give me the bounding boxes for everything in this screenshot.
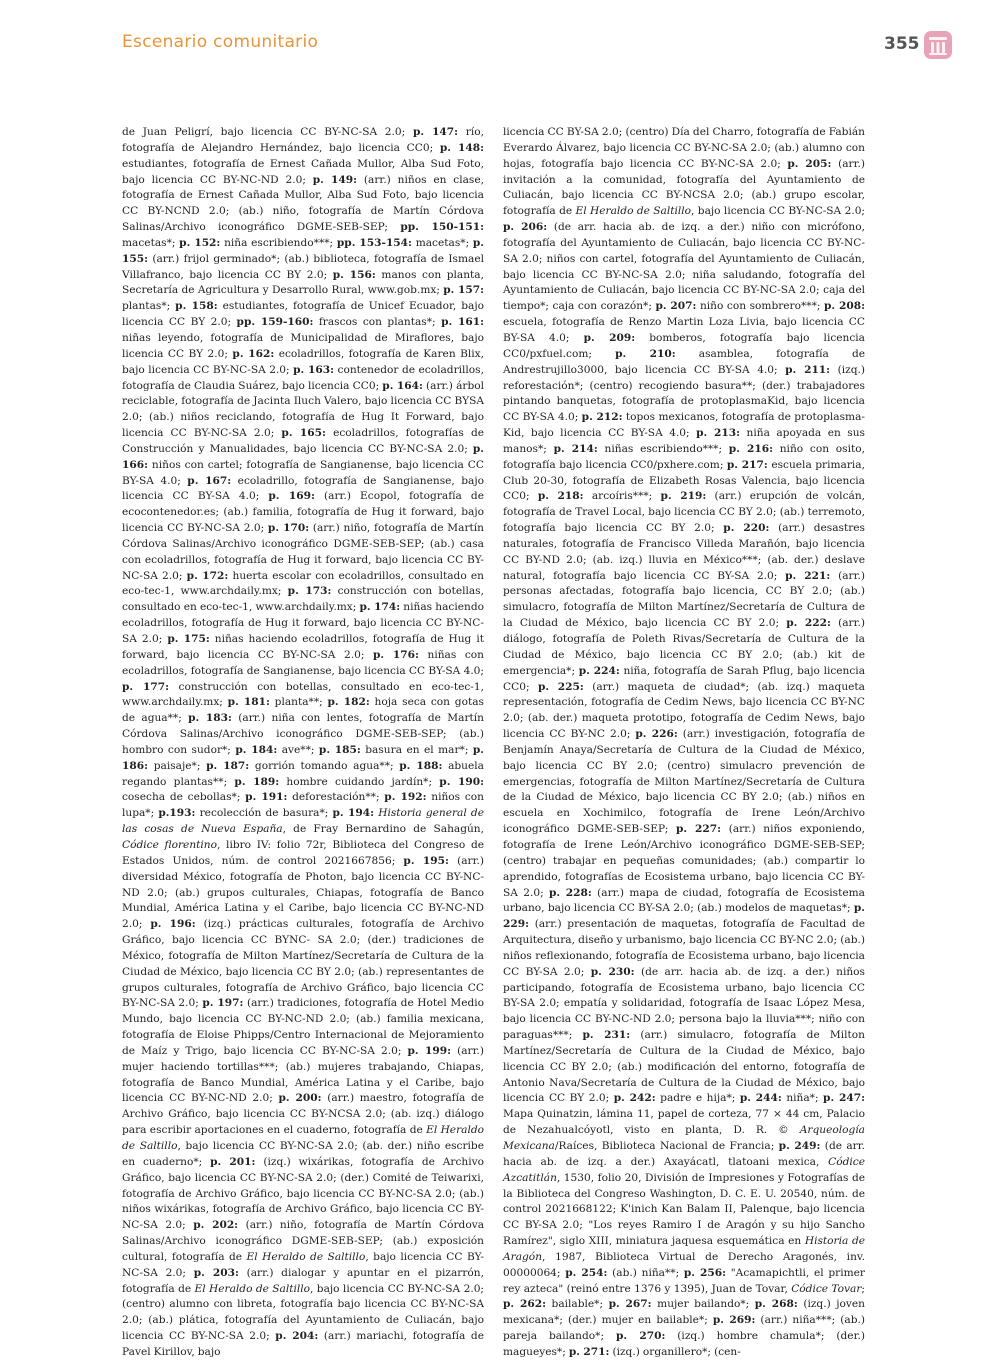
pink-glyph-icon [924, 31, 952, 59]
page-header [0, 0, 986, 70]
page-number: 355 [884, 34, 920, 54]
section-title: Escenario comunitario [122, 32, 319, 52]
credits-column-left: de Juan Peligrí, bajo licencia CC BY-NC-SA 2.0; p. 147: río, fotografía de Alejandro Hernández, bajo licencia CC0; p. 148: estudiantes, fotografía de Ernest Cañada Mullor, Alba Sud Foto, bajo licencia CC BY-NC-ND 2.0; p. 149: (arr.) niños en clase, fotografía de Ernest Cañada Mullor, Alba Sud Foto, bajo licencia CC BY-NCND 2.0; (ab.) niño, fotografía de Martín Córdova Salinas/Archivo iconográfico DGME-SEB-SEP; pp. 150-151: macetas*; p. 152: niña escribiendo***; pp. 153-154: macetas*; p. 155: (arr.) frijol germinado*; (ab.) biblioteca, fotografía de Ismael Villafranco, bajo licencia CC BY 2.0; p. 156: manos con planta, Secretaría de Agricultura y Desarrollo Rural, www.gob.mx; p. 157: plantas*; p. 158: estudiantes, fotografía de Unicef Ecuador, bajo licencia CC BY 2.0; pp. 159-160: frascos con plantas*; p. 161: niñas leyendo, fotografía de Municipalidad de Miraflores, bajo licencia CC BY 2.0; p. 162: ecoladrillos, fotografía de Karen Blix, bajo licencia CC BY-NC-SA 2.0; p. 163: contenedor de ecoladrillos, fotografía de Claudia Suárez, bajo licencia CC0; p. 164: (arr.) árbol reciclable, fotografía de Jacinta Iluch Valero, bajo licencia CC BYSA 2.0; (ab.) niños reciclando, fotografía de Hug It Forward, bajo licencia CC BY-NC-SA 2.0; p. 165: ecoladrillos, fotografías de Construcción y Manualidades, bajo licencia CC BY-NC-SA 2.0; p. 166: niños con cartel; fotografía de Sangianense, bajo licencia CC BY-SA 4.0; p. 167: ecoladrillo, fotografía de Sangianense, bajo licencia CC BY-SA 4.0; p. 169: (arr.) Ecopol, fotografía de ecocontenedor.es; (ab.) familia, fotografía de Hug it forward, bajo licencia CC BY-NC-SA 2.0; p. 170: (arr.) niño, fotografía de Martín Córdova Salinas/Archivo iconográfico DGME-SEB-SEP; (ab.) casa con ecoladrillos, fotografía de Hug it forward, bajo licencia CC BY-NC-SA 2.0; p. 172: huerta escolar con ecoladrillos, consultado en eco-tec-1, www.archdaily.mx; p. 173: construcción con botellas, consultado en eco-tec-1, www.archdaily.mx; p. 174: niñas haciendo ecoladrillos, fotografía de Hug it forward, bajo licencia CC BY-NC-SA 2.0; p. 175: niñas haciendo ecoladrillos, fotografía de Hug it forward, bajo licencia CC BY-NC-SA 2.0; p. 176: niñas con ecoladrillos, fotografía de Sangianense, bajo licencia CC BY-SA 4.0; p. 177: construcción con botellas, consultado en eco-tec-1, www.archdaily.mx; p. 181: planta**; p. 182: hoja seca con gotas de agua**; p. 183: (arr.) niña con lentes, fotografía de Martín Córdova Salinas/Archivo iconográfico DGME-SEB-SEP; (ab.) hombro con sudor*; p. 184: ave**; p. 185: basura en el mar*; p. 186: paisaje*; p. 187: gorrión tomando agua**; p. 188: abuela regando plantas**; p. 189: hombre cuidando jardín*; p. 190: cosecha de cebollas*; p. 191: deforestación**; p. 192: niños con lupa*; p.193: recolección de basura*; p. 194: Historia general de las cosas de Nueva España, de Fray Bernardino de Sahagún, Códice florentino, libro IV: folio 72r, Biblioteca del Congreso de Estados Unidos, núm. de control 2021667856; p. 195: (arr.) diversidad México, fotografía de Photon, bajo licencia CC BY-NC-ND 2.0; (ab.) grupos culturales, Chiapas, fotografía de Banco Mundial, América Latina y el Caribe, bajo licencia CC BY-NC-ND 2.0; p. 196: (izq.) prácticas culturales, fotografía de Archivo Gráfico, bajo licencia CC BYNC- SA 2.0; (der.) tradiciones de México, fotografía de Milton Martínez/Secretaría de Cultura de la Ciudad de México, bajo licencia CC BY 2.0; (ab.) representantes de grupos culturales, fotografía de Archivo Gráfico, bajo licencia CC BY-NC-SA 2.0; p. 197: (arr.) tradiciones, fotografía de Hotel Medio Mundo, bajo licencia CC BY-NC-ND 2.0; (ab.) familia mexicana, fotografía de Eloise Phipps/Centro Internacional de Mejoramiento de Maíz y Trigo, bajo licencia CC BY-NC-SA 2.0; p. 199: (arr.) mujer haciendo tortillas***; (ab.) mujeres trabajando, Chiapas, fotografía de Banco Mundial, América Latina y el Caribe, bajo licencia CC BY-NC-ND 2.0; p. 200: (arr.) maestro, fotografía de Archivo Gráfico, bajo licencia CC BY-NCSA 2.0; (ab. izq.) diálogo para escribir aportaciones en el cuaderno, fotografía de El Heraldo de Saltillo, bajo licencia CC BY-NC-SA 2.0; (ab. der.) niño escribe en cuaderno*; p. 201: (izq.) wixárikas, fotografía de Archivo Gráfico, bajo licencia CC BY-NC-SA 2.0; (der.) Comité de Teiwarixi, fotografía de Archivo Gráfico, bajo licencia CC BY-NC-SA 2.0; (ab.) niños wixárikas, fotografía de Archivo Gráfico, bajo licencia CC BY-NC-SA 2.0; p. 202: (arr.) niño, fotografía de Martín Córdova Salinas/Archivo iconográfico DGME-SEB-SEP; (ab.) exposición cultural, fotografía de El Heraldo de Saltillo, bajo licencia CC BY-NC-SA 2.0; p. 203: (arr.) dialogar y apuntar en el pizarrón, fotografía de El Heraldo de Saltillo, bajo licencia CC BY-NC-SA 2.0; (centro) alumno con libreta, fotografía bajo licencia CC BY-NC-SA 2.0; (ab.) plática, fotografía del Ayuntamiento de Culiacán, bajo licencia CC BY-NC-SA 2.0; p. 204: (arr.) mariachi, fotografía de Pavel Kirillov, bajo [122, 126, 485, 1358]
credits-column-right: licencia CC BY-SA 2.0; (centro) Día del Charro, fotografía de Fabián Everardo Álvarez, bajo licencia CC BY-NC-SA 2.0; (ab.) alumno con hojas, fotografía bajo licencia CC BY-NC-SA 2.0; p. 205: (arr.) invitación a la comunidad, fotografía del Ayuntamiento de Culiacán, bajo licencia CC BY-NCSA 2.0; (ab.) grupo escolar, fotografía de El Heraldo de Saltillo, bajo licencia CC BY-NC-SA 2.0; p. 206: (de arr. hacia ab. de izq. a der.) niño con micrófono, fotografía del Ayuntamiento de Culiacán, bajo licencia CC BY-NC-SA 2.0; niños con cartel, fotografía del Ayuntamiento de Culiacán, bajo licencia CC BY-NC-SA 2.0; niña saludando, fotografía del Ayuntamiento de Culiacán, bajo licencia CC BY-NC-SA 2.0; caja del tiempo*; caja con corazón*; p. 207: niño con sombrero***; p. 208: escuela, fotografía de Renzo Martin Loza Livia, bajo licencia CC BY-SA 4.0; p. 209: bomberos, fotografía bajo licencia CC0/pxfuel.com; p. 210: asamblea, fotografía de Andrestrujillo3000, bajo licencia CC BY-SA 4.0; p. 211: (izq.) reforestación*; (centro) recogiendo basura**; (der.) trabajadores pintando banquetas, fotografía de protoplasmaKid, bajo licencia CC BY-SA 4.0; p. 212: topos mexicanos, fotografía de protoplasma- Kid, bajo licencia CC BY-SA 4.0; p. 213: niña apoyada en sus manos*; p. 214: niñas escribiendo***; p. 216: niño con osito, fotografía bajo licencia CC0/pxhere.com; p. 217: escuela primaria, Club 20-30, fotografía de Elizabeth Rosas Valencia, bajo licencia CC0; p. 218: arcoíris***; p. 219: (arr.) erupción de volcán, fotografía de Travel Local, bajo licencia CC BY 2.0; (ab.) terremoto, fotografía bajo licencia CC BY 2.0; p. 220: (arr.) desastres naturales, fotografía de Francisco Villeda Marañón, bajo licencia CC BY-ND 2.0; (ab. izq.) lluvia en México***; (ab. der.) deslave natural, fotografía bajo licencia CC BY-SA 2.0; p. 221: (arr.) personas afectadas, fotografía bajo licencia, CC BY 2.0; (ab.) simulacro, fotografía de Milton Martínez/Secretaría de Cultura de la Ciudad de México, bajo licencia CC BY 2.0; p. 222: (arr.) diálogo, fotografía de Poleth Rivas/Secretaría de Cultura de la Ciudad de México, bajo licencia CC BY 2.0; (ab.) kit de emergencia*; p. 224: niña, fotografía de Sarah Pflug, bajo licencia CC0; p. 225: (arr.) maqueta de ciudad*; (ab. izq.) maqueta representación, fotografía de Cedim News, bajo licencia CC BY-NC 2.0; (ab. der.) maqueta prototipo, fotografía de Cedim News, bajo licencia CC BY-NC 2.0; p. 226: (arr.) investigación, fotografía de Benjamín Anaya/Secretaría de Cultura de la Ciudad de México, bajo licencia CC BY 2.0; (centro) simulacro prevención de emergencias, fotografía de Milton Martínez/Secretaría de Cultura de la Ciudad de México, bajo licencia CC BY 2.0; (ab.) niños en escuela en Xochimilco, fotografía de Irene León/Archivo iconográfico DGME-SEB-SEP; p. 227: (arr.) niños exponiendo, fotografía de Irene León/Archivo iconográfico DGME-SEB-SEP; (centro) trabajar en pequeñas comunidades; (ab.) compartir lo aprendido, fotografías de Ecosistema urbano, bajo licencia CC BY-SA 2.0; p. 228: (arr.) mapa de ciudad, fotografía de Ecosistema urbano, bajo licencia CC BY-SA 2.0; (ab.) modelos de maquetas*; p. 229: (arr.) presentación de maquetas, fotografía de Facultad de Arquitectura, diseño y urbanismo, bajo licencia CC BY-NC 2.0; (ab.) niños reflexionando, fotografía de Ecosistema urbano, bajo licencia CC BY-SA 2.0; p. 230: (de arr. hacia ab. de izq. a der.) niños participando, fotografía de Ecosistema urbano, bajo licencia CC BY-SA 2.0; empatía y solidaridad, fotografía de Isaac López Mesa, bajo licencia CC BY-NC-ND 2.0; persona bajo la lluvia***; niño con paraguas***; p. 231: (arr.) simulacro, fotografía de Milton Martínez/Secretaría de Cultura de la Ciudad de México, bajo licencia CC BY 2.0; (ab.) modificación del entorno, fotografía de Antonio Nava/Secretaría de Cultura de la Ciudad de México, bajo licencia CC BY 2.0; p. 242: padre e hija*; p. 244: niña*; p. 247: Mapa Quinatzin, lámina 11, papel de corteza, 77 × 44 cm, Palacio de Nezahualcóyotl, visto en planta, D. R. © Arqueología Mexicana/Raíces, Biblioteca Nacional de Francia; p. 249: (de arr. hacia ab. de izq. a der.) Axayácatl, tlatoani mexica, Códice Azcatitlán, 1530, folio 20, División de Impresiones y Fotografías de la Biblioteca del Congreso Washington, D. C. E. U. 20540, núm. de control 2021668122; K'inich Kan Balam II, Palenque, bajo licencia CC BY-SA 2.0; "Los reyes Ramiro I de Aragón y su hijo Sancho Ramírez", siglo XIII, miniatura jaquesa esquemática en Historia de Aragón, 1987, Biblioteca Virtual de Derecho Aragonés, inv. 00000064; p. 254: (ab.) niña**; p. 256: "Acamapichtli, el primer rey azteca" (reinó entre 1376 y 1395), Juan de Tovar, Códice Tovar; p. 262: bailable*; p. 267: mujer bailando*; p. 268: (izq.) joven mexicana*; (der.) mujer en bailable*; p. 269: (arr.) niña***; (ab.) pareja bailando*; p. 270: (izq.) hombre chamula*; (der.) magueyes*; p. 271: (izq.) organillero*; (cen- [503, 126, 866, 1358]
